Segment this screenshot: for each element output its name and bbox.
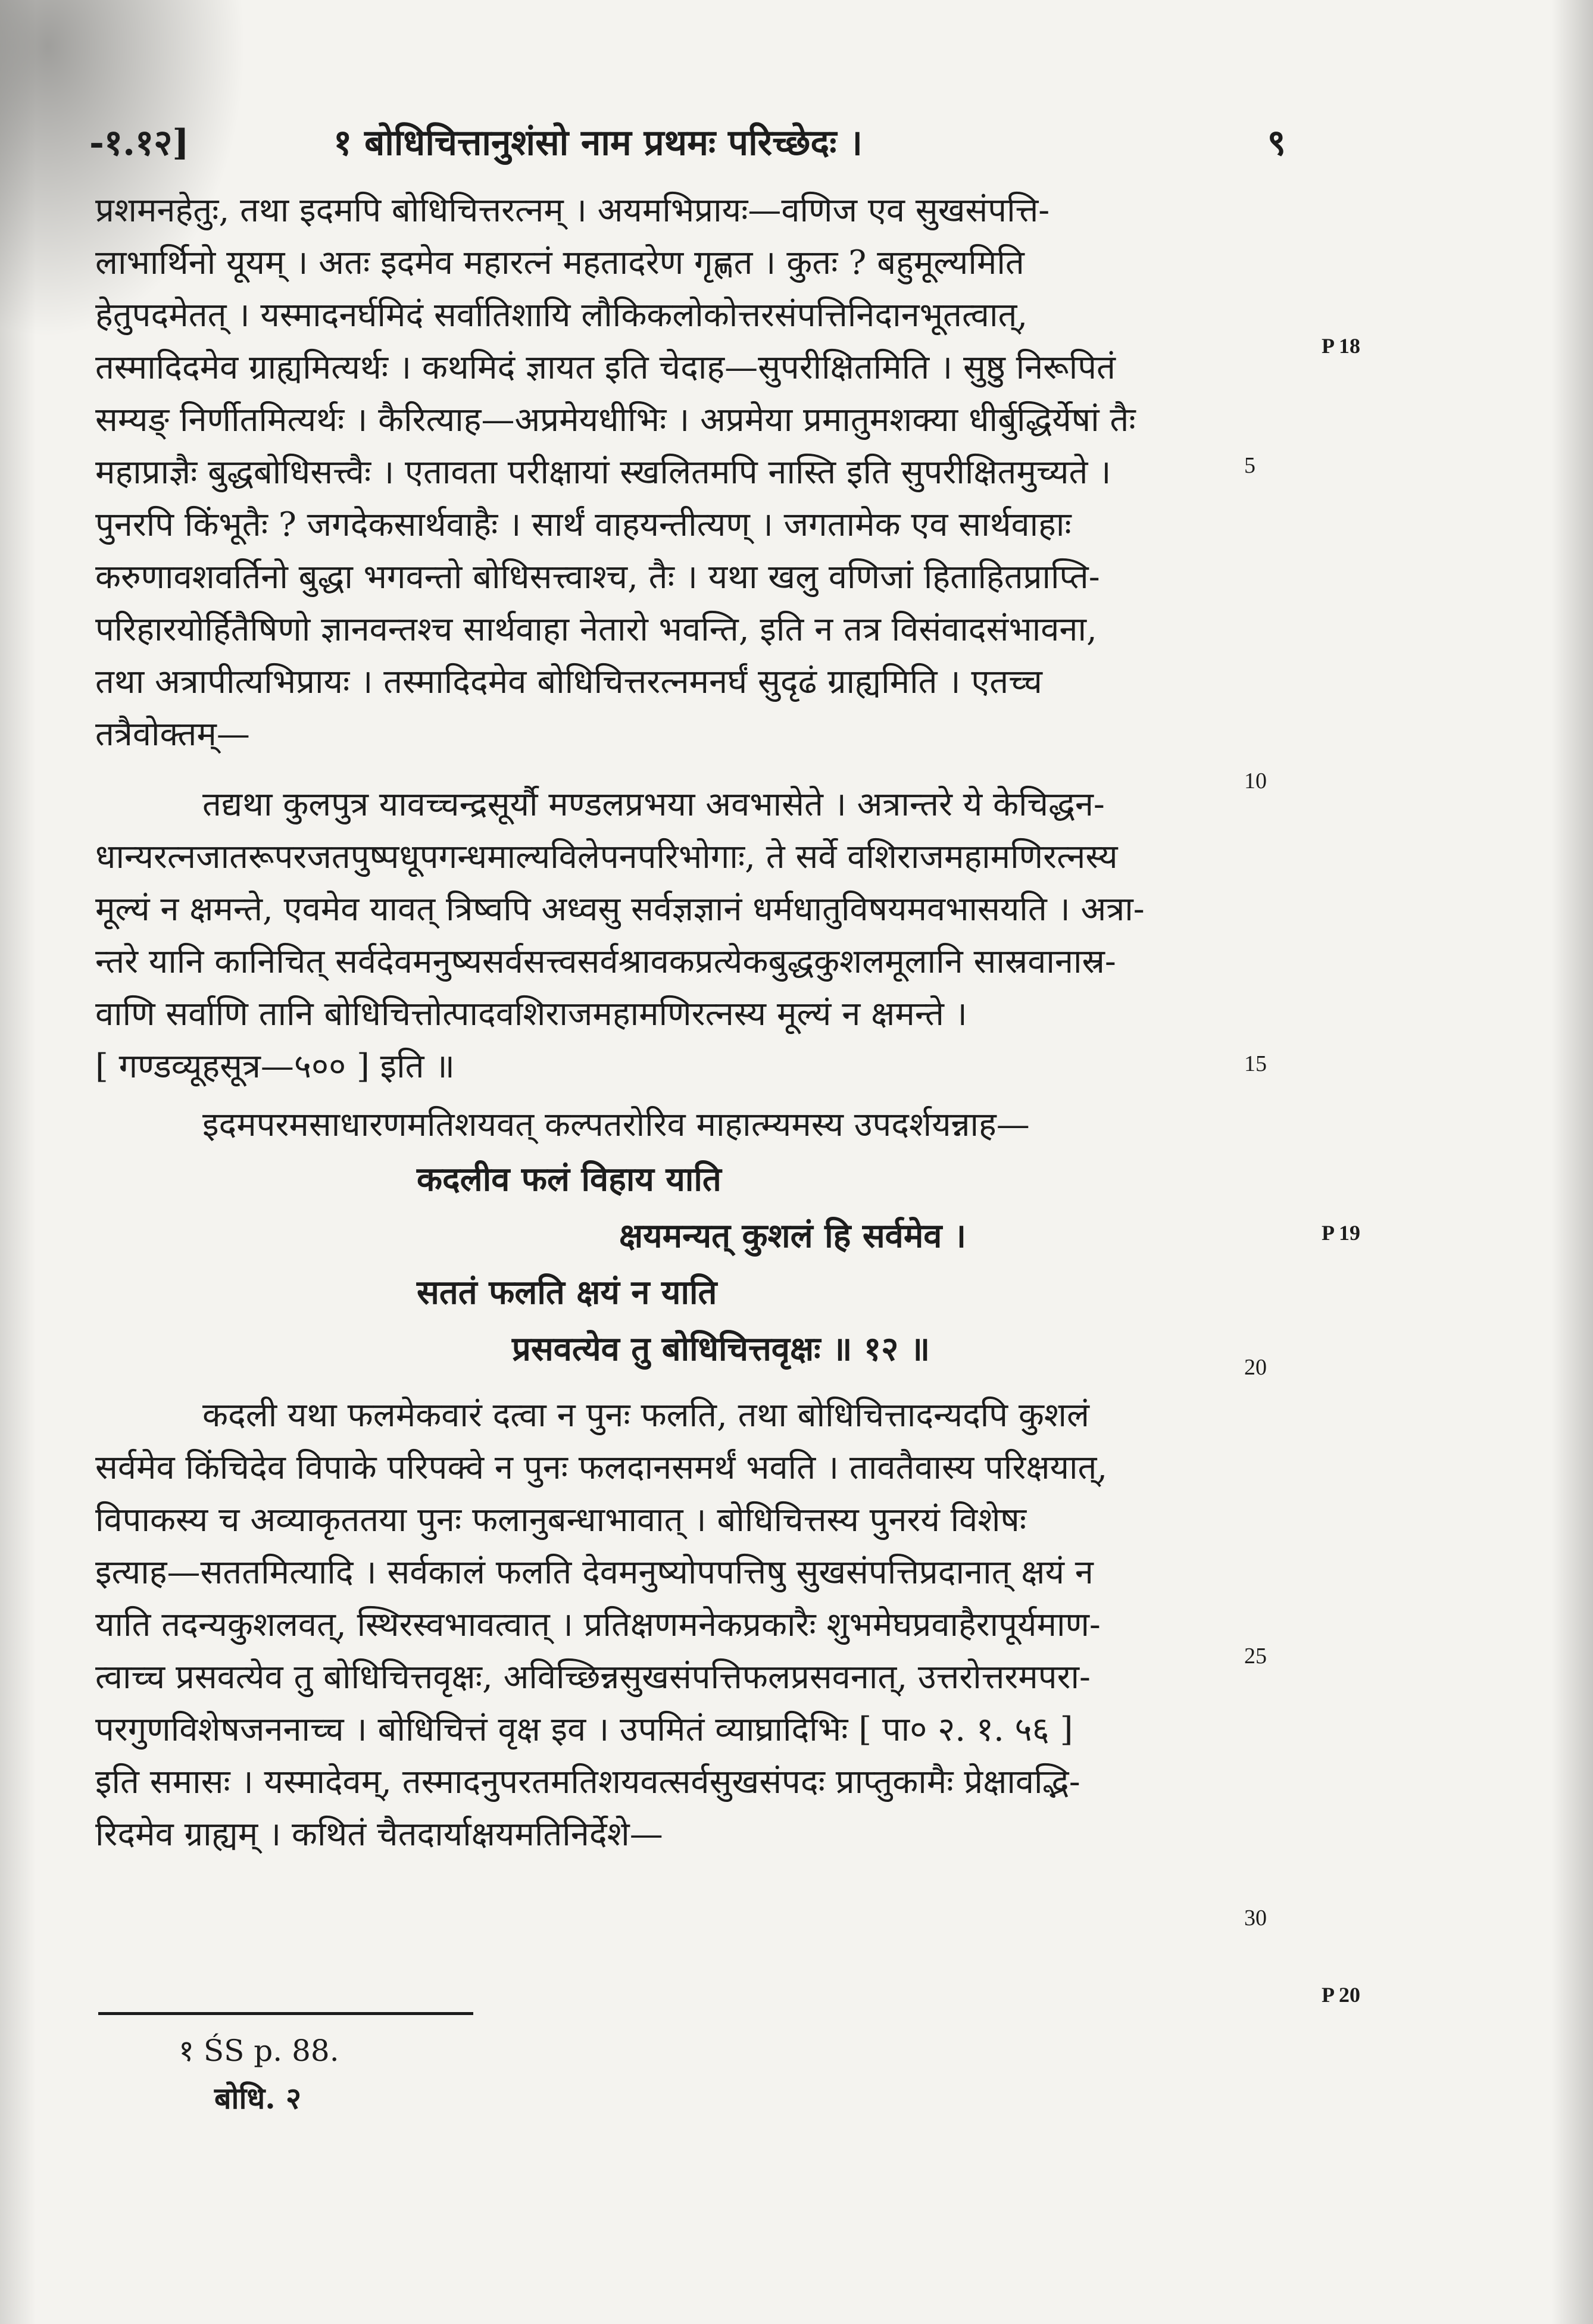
citation-line: [ गण्डव्यूहसूत्र—५०० ] इति ॥ bbox=[95, 1047, 455, 1086]
chapter-title: १ बोधिचित्तानुशंसो नाम प्रथमः परिच्छेदः । bbox=[333, 122, 863, 164]
text-line: इदमपरमसाधारणमतिशयवत् कल्पतरोरिव माहात्म्यमस्य उपदर्शयन्नाह— bbox=[202, 1105, 1030, 1144]
line-number: 10 bbox=[1244, 769, 1267, 794]
commentary-line: परगुणविशेषजननाच्च । बोधिचित्तं वृक्ष इव । उपमितं व्याघ्रादिभिः [ पा० २. १. ५६ ] bbox=[95, 1710, 1073, 1749]
verse-line: कदलीव फलं विहाय याति bbox=[417, 1160, 721, 1199]
margin-ref: P 19 bbox=[1322, 1221, 1361, 1245]
margin-ref: P 18 bbox=[1322, 334, 1361, 358]
quotation-line: धान्यरत्नजातरूपरजतपुष्पधूपगन्धमाल्यविलेपनपरिभोगाः, ते सर्वे वशिराजमहामणिरत्नस्य bbox=[95, 838, 1118, 876]
text-line: करुणावशवर्तिनो बुद्धा भगवन्तो बोधिसत्त्वाश्च, तैः । यथा खलु वणिजां हिताहितप्राप्ति- bbox=[95, 558, 1100, 596]
text-line: पुनरपि किंभूतैः ? जगदेकसार्थवाहैः । सार्थं वाहयन्तीत्यण् । जगतामेक एव सार्थवाहाः bbox=[95, 505, 1072, 544]
verse-line: क्षयमन्यत् कुशलं हि सर्वमेव । bbox=[619, 1216, 967, 1255]
commentary-line: कदली यथा फलमेकवारं दत्वा न पुनः फलति, तथा बोधिचित्तादन्यदपि कुशलं bbox=[202, 1396, 1089, 1435]
line-number: 15 bbox=[1244, 1051, 1267, 1076]
commentary-line: सर्वमेव किंचिदेव विपाके परिपक्वे न पुनः फलदानसमर्थं भवति । तावतैवास्य परिक्षयात्, bbox=[95, 1448, 1108, 1487]
commentary-line: याति तदन्यकुशलवत्, स्थिरस्वभावत्वात् । प्रतिक्षणमनेकप्रकारैः शुभमेघप्रवाहैरापूर्यमाण- bbox=[95, 1605, 1101, 1644]
verse-line: सततं फलति क्षयं न याति bbox=[417, 1273, 717, 1312]
text-line: महाप्राज्ञैः बुद्धबोधिसत्त्वैः । एतावता परीक्षायां स्खलितमपि नास्ति इति सुपरीक्षितमुच्यते । bbox=[95, 453, 1111, 492]
main-text bbox=[95, 185, 1262, 1861]
verse-range: -१.१२] bbox=[89, 122, 189, 164]
commentary-line: रिदमेव ग्राह्यम् । कथितं चैतदार्याक्षयमतिनिर्देशे— bbox=[95, 1815, 663, 1854]
page-number: ९ bbox=[1267, 122, 1286, 164]
text-line: तत्रैवोक्तम्— bbox=[95, 715, 250, 754]
verse-line: प्रसवत्येव तु बोधिचित्तवृक्षः ॥ १२ ॥ bbox=[512, 1329, 930, 1369]
commentary-line: विपाकस्य च अव्याकृततया पुनः फलानुबन्धाभावात् । बोधिचित्तस्य पुनरयं विशेषः bbox=[95, 1501, 1027, 1539]
text-line: तस्मादिदमेव ग्राह्यमित्यर्थः । कथमिदं ज्ञायत इति चेदाह—सुपरीक्षितमिति । सुष्ठु निरूपितं bbox=[95, 348, 1116, 387]
text-line: तथा अत्रापीत्यभिप्रायः । तस्मादिदमेव बोधिचित्तरत्नमनर्घं सुदृढं ग्राह्यमिति । एतच्च bbox=[95, 663, 1042, 701]
text-line: सम्यङ् निर्णीतमित्यर्थः । कैरित्याह—अप्रमेयधीभिः । अप्रमेया प्रमातुमशक्या धीर्बुद्धिर्येषां तैः bbox=[95, 401, 1136, 439]
footnote-rule bbox=[98, 2012, 473, 2015]
quotation-line: वाणि सर्वाणि तानि बोधिचित्तोत्पादवशिराजमहामणिरत्नस्य मूल्यं न क्षमन्ते । bbox=[95, 995, 967, 1033]
line-number: 20 bbox=[1244, 1355, 1267, 1380]
commentary-line: इति समासः । यस्मादेवम्, तस्मादनुपरतमतिशयवत्सर्वसुखसंपदः प्राप्तुकामैः प्रेक्षावद्भि- bbox=[95, 1763, 1080, 1801]
running-header bbox=[89, 116, 1286, 170]
text-line: परिहारयोर्हितैषिणो ज्ञानवन्तश्च सार्थवाहा नेतारो भवन्ति, इति न तत्र विसंवादसंभावना, bbox=[95, 610, 1097, 649]
quotation-line: न्तरे यानि कानिचित् सर्वदेवमनुष्यसर्वसत्त्वसर्वश्रावकप्रत्येकबुद्धकुशलमूलानि सास्रवानास्र- bbox=[95, 942, 1116, 981]
quotation-line: तद्यथा कुलपुत्र यावच्चन्द्रसूर्यौ मण्डलप्रभया अवभासेते । अत्रान्तरे ये केचिद्धन- bbox=[202, 785, 1105, 824]
signature-mark: बोधि. २ bbox=[214, 2081, 302, 2116]
margin-ref: P 20 bbox=[1322, 1983, 1361, 2007]
line-number: 5 bbox=[1244, 453, 1255, 478]
commentary-line: त्वाच्च प्रसवत्येव तु बोधिचित्तवृक्षः, अविच्छिन्नसुखसंपत्तिफलप्रसवनात्, उत्तरोत्तरमपरा- bbox=[95, 1658, 1091, 1697]
commentary-line: इत्याह—सततमित्यादि । सर्वकालं फलति देवमनुष्योपपत्तिषु सुखसंपत्तिप्रदानात् क्षयं न bbox=[95, 1553, 1094, 1592]
spacer bbox=[95, 761, 1262, 779]
line-number: 30 bbox=[1244, 1906, 1267, 1931]
line-number: 25 bbox=[1244, 1644, 1267, 1669]
text-line: लाभार्थिनो यूयम् । अतः इदमेव महारत्नं महतादरेण गृह्णत । कुतः ? बहुमूल्यमिति bbox=[95, 243, 1024, 282]
quotation-line: मूल्यं न क्षमन्ते, एवमेव यावत् त्रिष्वपि अध्वसु सर्वज्ञज्ञानं धर्मधातुविषयमवभासयति । अत्रा- bbox=[95, 890, 1145, 929]
text-line: हेतुपदमेतत् । यस्मादनर्घमिदं सर्वातिशायि लौकिकलोकोत्तरसंपत्तिनिदानभूतत्वात्, bbox=[95, 296, 1028, 335]
footnote: १ ŚS p. 88. bbox=[179, 2034, 339, 2068]
text-line: प्रशमनहेतुः, तथा इदमपि बोधिचित्तरत्नम् । अयमभिप्रायः—वणिज एव सुखसंपत्ति- bbox=[95, 191, 1050, 230]
